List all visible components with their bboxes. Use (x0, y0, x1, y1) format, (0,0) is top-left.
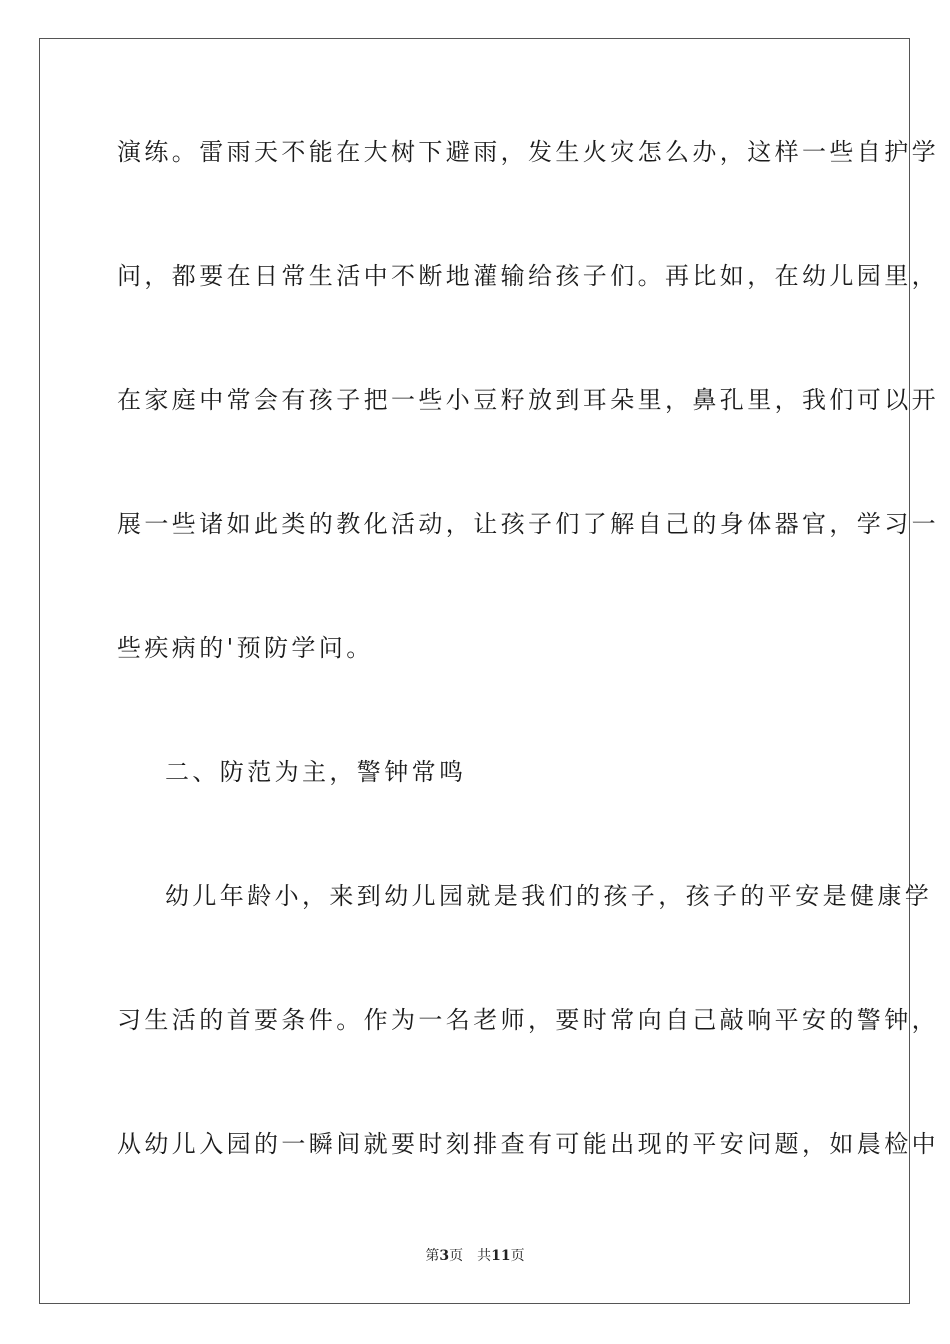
text-line: 习生活的首要条件。作为一名老师，要时常向自己敲响平安的警钟， (117, 1006, 939, 1034)
text-line: 些疾病的'预防学问。 (117, 634, 374, 662)
total-prefix: 共 (477, 1248, 492, 1264)
text-line: 幼儿年龄小，来到幼儿园就是我们的孩子，孩子的平安是健康学 (165, 882, 933, 910)
page-number: 3 (439, 1248, 450, 1264)
section-heading: 二、防范为主，警钟常鸣 (165, 758, 467, 786)
text-line: 演练。雷雨天不能在大树下避雨，发生火灾怎么办，这样一些自护学 (117, 138, 939, 166)
text-line: 从幼儿入园的一瞬间就要时刻排查有可能出现的平安问题，如晨检中 (117, 1130, 939, 1158)
page-footer (0, 1247, 950, 1265)
page-suffix: 页 (449, 1248, 464, 1264)
text-line: 在家庭中常会有孩子把一些小豆籽放到耳朵里，鼻孔里，我们可以开 (117, 386, 939, 414)
total-pages: 11 (491, 1248, 511, 1264)
text-line: 展一些诸如此类的教化活动，让孩子们了解自己的身体器官，学习一 (117, 510, 939, 538)
page-prefix: 第 (425, 1248, 440, 1264)
total-suffix: 页 (510, 1248, 525, 1264)
page-border (39, 38, 939, 1304)
text-line: 问，都要在日常生活中不断地灌输给孩子们。再比如，在幼儿园里， (117, 262, 939, 290)
